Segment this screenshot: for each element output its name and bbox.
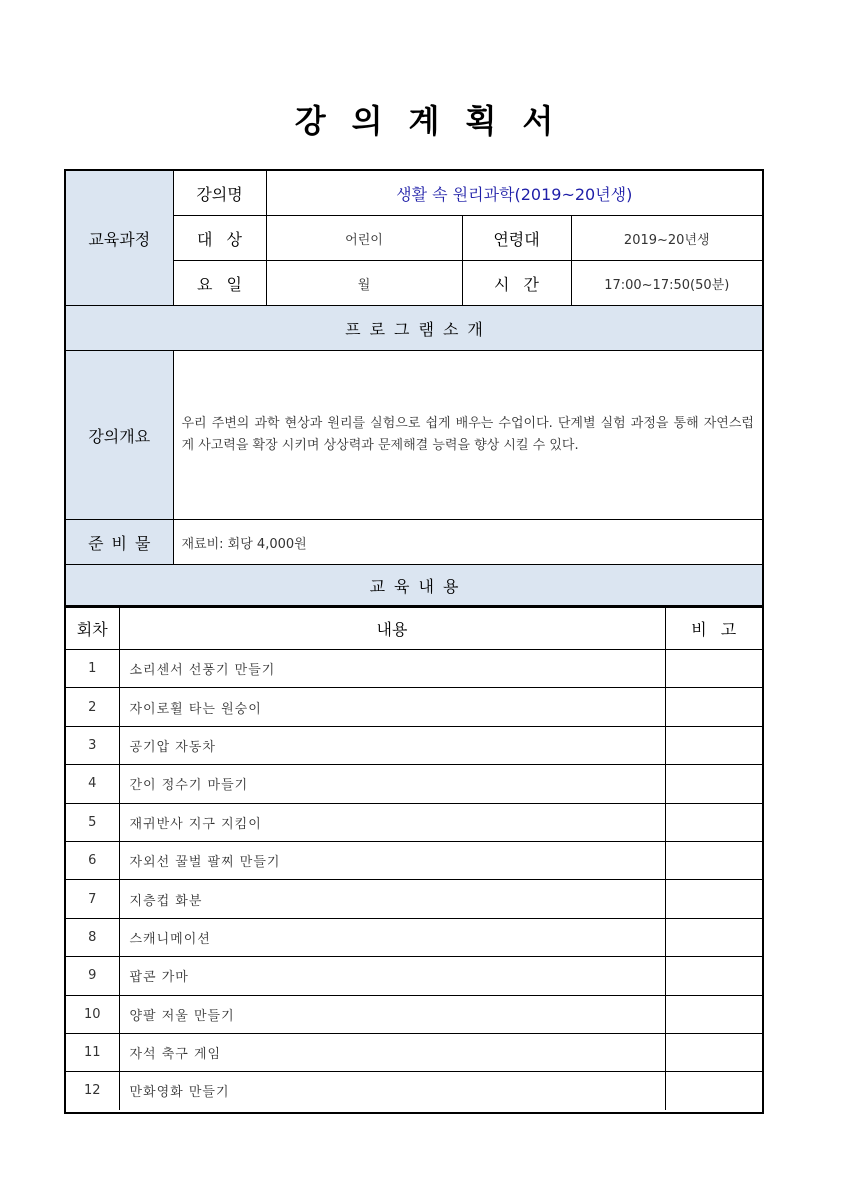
session-content: 만화영화 만들기: [119, 1072, 665, 1110]
curriculum-header-row: [66, 607, 762, 650]
time-value: 17:00~17:50(50분): [571, 261, 762, 306]
session-number: 5: [66, 803, 119, 841]
session-content: 자외선 꿀벌 팔찌 만들기: [119, 841, 665, 879]
table-row: [66, 957, 762, 995]
target-label: 대상: [173, 216, 266, 261]
session-note: [665, 1033, 762, 1071]
session-number: 2: [66, 688, 119, 726]
overview-label: 강의개요: [66, 351, 173, 520]
session-number: 10: [66, 995, 119, 1033]
column-header-note: 비고: [665, 607, 762, 650]
session-content: 자석 축구 게임: [119, 1033, 665, 1071]
document-title: 강의계획서: [294, 102, 580, 140]
session-content: 공기압 자동차: [119, 726, 665, 764]
session-note: [665, 957, 762, 995]
day-value: 월: [266, 261, 462, 306]
session-note: [665, 765, 762, 803]
curriculum-table: [66, 606, 762, 1110]
session-note: [665, 688, 762, 726]
program-intro-heading: 프로그램소개: [66, 306, 762, 351]
session-content: 자이로휠 타는 원숭이: [119, 688, 665, 726]
table-row: [66, 995, 762, 1033]
age-value: 2019~20년생: [571, 216, 762, 261]
course-section-label: 교육과정: [66, 171, 173, 306]
table-row: [66, 880, 762, 918]
session-number: 8: [66, 918, 119, 956]
session-content: 지층컵 화분: [119, 880, 665, 918]
session-note: [665, 726, 762, 764]
age-label: 연령대: [462, 216, 571, 261]
column-header-content: 내용: [119, 607, 665, 650]
table-row: [66, 765, 762, 803]
table-row: [66, 726, 762, 764]
session-content: 양팔 저울 만들기: [119, 995, 665, 1033]
session-number: 1: [66, 650, 119, 688]
session-number: 4: [66, 765, 119, 803]
time-label: 시간: [462, 261, 571, 306]
session-number: 3: [66, 726, 119, 764]
session-content: 재귀반사 지구 지킴이: [119, 803, 665, 841]
target-value: 어린이: [266, 216, 462, 261]
table-row: [66, 918, 762, 956]
session-number: 7: [66, 880, 119, 918]
table-row: [66, 1033, 762, 1071]
session-note: [665, 650, 762, 688]
session-number: 11: [66, 1033, 119, 1071]
table-row: [66, 1072, 762, 1110]
session-content: 스캐니메이션: [119, 918, 665, 956]
table-row: [66, 841, 762, 879]
session-number: 9: [66, 957, 119, 995]
session-number: 12: [66, 1072, 119, 1110]
session-content: 소리센서 선풍기 만들기: [119, 650, 665, 688]
supplies-label: 준비물: [66, 520, 173, 565]
session-content: 팝콘 가마: [119, 957, 665, 995]
overview-text: 우리 주변의 과학 현상과 원리를 실험으로 쉽게 배우는 수업이다. 단계별 실험 과정을 통해 자연스럽게 사고력을 확장 시키며 상상력과 문제해결 능력을 향상 시킬 수 있다.: [173, 351, 762, 520]
table-row: [66, 803, 762, 841]
column-header-session: 회차: [66, 607, 119, 650]
session-note: [665, 995, 762, 1033]
supplies-value: 재료비: 회당 4,000원: [173, 520, 762, 565]
session-note: [665, 880, 762, 918]
session-note: [665, 803, 762, 841]
table-row: [66, 650, 762, 688]
course-name-value: 생활 속 원리과학(2019~20년생): [266, 171, 762, 216]
lecture-plan-frame: [64, 169, 764, 1114]
session-number: 6: [66, 841, 119, 879]
session-content: 간이 정수기 마들기: [119, 765, 665, 803]
course-info-table: [66, 171, 762, 606]
session-note: [665, 1072, 762, 1110]
day-label: 요일: [173, 261, 266, 306]
course-name-label: 강의명: [173, 171, 266, 216]
session-note: [665, 918, 762, 956]
session-note: [665, 841, 762, 879]
curriculum-heading: 교육내용: [66, 565, 762, 606]
table-row: [66, 688, 762, 726]
